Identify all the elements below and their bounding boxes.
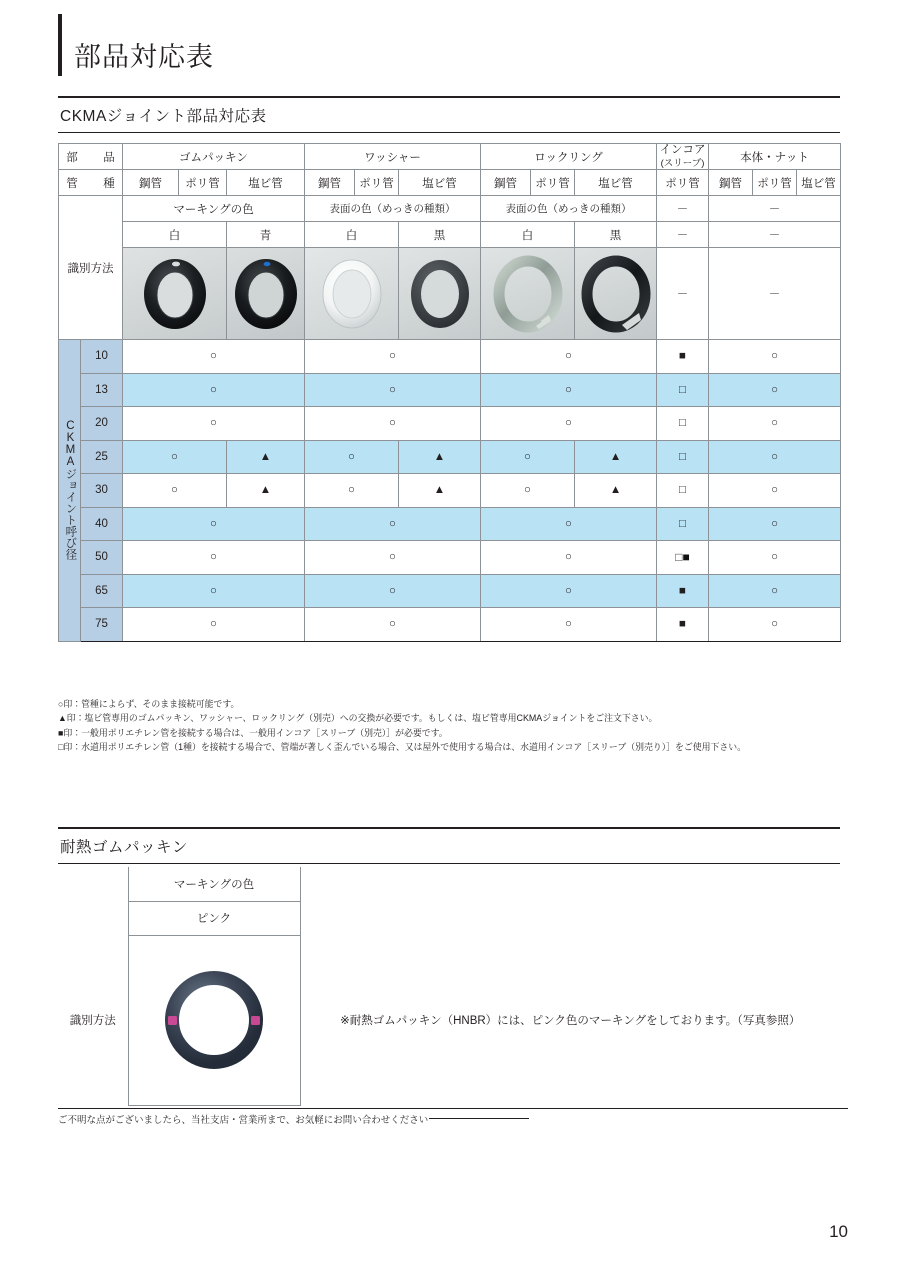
footer-contact-label: ご不明な点がございましたら、当社支店・営業所まで、お気軽にお問い合わせください (58, 1115, 429, 1126)
photo-washer-white (305, 248, 399, 340)
method-lockring: 表面の色（めっきの種類） (481, 196, 657, 222)
method-incore: － (657, 196, 709, 222)
header-part-lockring: ロックリング (481, 144, 657, 170)
cell-lockring: ○ (481, 541, 657, 575)
pipe-type-cell: 鋼管 (481, 170, 531, 196)
cell-incore-black-square: ■ (682, 550, 690, 565)
color-lockring-black: 黒 (575, 222, 657, 248)
cell-washer-pvc: ▲ (399, 474, 481, 508)
header-part-packing: ゴムパッキン (123, 144, 305, 170)
cell-lockring-pvc: ▲ (575, 474, 657, 508)
page-title: 部品対応表 (74, 42, 214, 72)
cell-packing: ○ (123, 340, 305, 374)
color-incore-dash: － (657, 222, 709, 248)
header-label-identify (59, 196, 123, 340)
color-body-dash: － (709, 222, 841, 248)
cell-packing-pvc: ▲ (227, 440, 305, 474)
cell-incore: □ (657, 507, 709, 541)
cell-lockring: ○ (481, 507, 657, 541)
header-label-part: 部 品 (59, 144, 123, 170)
footnote-black-square: ■印：一般用ポリエチレン管を接続する場合は、一般用インコア［スリーブ（別売）］が必要です。 (58, 727, 448, 738)
cell-packing: ○ (123, 507, 305, 541)
cell-body-nut: ○ (709, 373, 841, 407)
rubber-packing-blue-mark-image (230, 256, 302, 332)
washer-white-image (315, 255, 389, 333)
header-part-incore-main: インコア (659, 144, 706, 157)
heat-identify-label: 識別方法 (69, 1015, 116, 1027)
header-label-pipe-type: 管 種 (59, 170, 123, 196)
cell-lockring: ○ (481, 340, 657, 374)
heat-resistant-note: ※耐熱ゴムパッキン（HNBR）には、ピンク色のマーキングをしております。（写真参照） (340, 1015, 801, 1027)
heat-color-value: ピンク (128, 901, 300, 935)
section2-title: 耐熱ゴムパッキン (58, 829, 840, 864)
photo-packing-white (123, 248, 227, 340)
footer-contact-text (58, 1112, 529, 1126)
cell-washer: ○ (305, 608, 481, 642)
cell-lockring: ○ (481, 407, 657, 441)
table-row[interactable] (59, 440, 841, 474)
cell-lockring-pvc: ▲ (575, 440, 657, 474)
heat-color-row (58, 901, 840, 935)
cell-packing: ○ (123, 541, 305, 575)
section1-title: CKMAジョイント部品対応表 (58, 98, 840, 133)
header-row-color (59, 222, 841, 248)
size-cell: 20 (81, 407, 123, 441)
pipe-type-cell: ポリ管 (531, 170, 575, 196)
page-header (58, 14, 848, 84)
table-row[interactable] (59, 507, 841, 541)
size-cell: 10 (81, 340, 123, 374)
table-row[interactable] (59, 340, 841, 374)
method-washer: 表面の色（めっきの種類） (305, 196, 481, 222)
header-part-incore (657, 144, 709, 170)
header-part-washer: ワッシャー (305, 144, 481, 170)
cell-lockring: ○ (481, 373, 657, 407)
cell-packing: ○ (123, 373, 305, 407)
pipe-type-cell: 鋼管 (305, 170, 355, 196)
pipe-type-cell: ポリ管 (657, 170, 709, 196)
cell-washer: ○ (305, 474, 399, 508)
cell-washer: ○ (305, 507, 481, 541)
header-row-method (59, 196, 841, 222)
size-cell: 13 (81, 373, 123, 407)
method-packing: マーキングの色 (123, 196, 305, 222)
section1-heading-block (58, 96, 840, 133)
cell-body-nut: ○ (709, 474, 841, 508)
cell-washer: ○ (305, 541, 481, 575)
table-row[interactable] (59, 373, 841, 407)
cell-washer: ○ (305, 340, 481, 374)
header-row-pipe-type (59, 170, 841, 196)
cell-packing: ○ (123, 440, 227, 474)
cell-lockring: ○ (481, 608, 657, 642)
cell-incore-white-square: □ (675, 550, 683, 565)
footer-trailing-rule (429, 1118, 529, 1119)
cell-incore: □ (657, 373, 709, 407)
color-washer-black: 黒 (399, 222, 481, 248)
cell-incore (657, 541, 709, 575)
cell-packing: ○ (123, 407, 305, 441)
cell-body-nut: ○ (709, 608, 841, 642)
cell-body-nut: ○ (709, 407, 841, 441)
pipe-type-cell: 塩ビ管 (227, 170, 305, 196)
cell-incore: ■ (657, 340, 709, 374)
header-row-parts (59, 144, 841, 170)
cell-body-nut: ○ (709, 440, 841, 474)
pipe-type-cell: 塩ビ管 (399, 170, 481, 196)
photo-packing-blue (227, 248, 305, 340)
section2-heading-block (58, 827, 840, 864)
cell-lockring: ○ (481, 440, 575, 474)
table-row[interactable] (59, 474, 841, 508)
heat-resistant-packing-image (162, 968, 266, 1072)
cell-incore: □ (657, 440, 709, 474)
cell-washer-pvc: ▲ (399, 440, 481, 474)
lockring-white-image (491, 255, 565, 333)
washer-black-image (403, 255, 477, 333)
heat-identify-row (58, 935, 840, 1105)
cell-incore: □ (657, 474, 709, 508)
header-part-incore-sub: (スリーブ) (660, 157, 705, 169)
pipe-type-cell: ポリ管 (753, 170, 797, 196)
heat-marking-label: マーキングの色 (128, 867, 300, 901)
cell-body-nut: ○ (709, 507, 841, 541)
color-packing-blue: 青 (227, 222, 305, 248)
page-number: 10 (829, 1222, 848, 1241)
parts-compatibility-table-wrap (58, 143, 840, 642)
footer-divider (58, 1108, 848, 1109)
cell-packing: ○ (123, 574, 305, 608)
method-body-nut: － (709, 196, 841, 222)
size-cell: 75 (81, 608, 123, 642)
cell-washer: ○ (305, 373, 481, 407)
color-packing-white: 白 (123, 222, 227, 248)
lockring-black-image (579, 255, 653, 333)
cell-lockring: ○ (481, 474, 575, 508)
header-part-body-nut: 本体・ナット (709, 144, 841, 170)
identify-label-text: 識別方法 (67, 262, 114, 275)
size-cell: 40 (81, 507, 123, 541)
pipe-type-cell: ポリ管 (355, 170, 399, 196)
cell-incore: ■ (657, 574, 709, 608)
footnotes-list (58, 697, 858, 755)
cell-washer: ○ (305, 407, 481, 441)
cell-washer: ○ (305, 574, 481, 608)
color-washer-white: 白 (305, 222, 399, 248)
pipe-type-cell: ポリ管 (179, 170, 227, 196)
size-cell: 65 (81, 574, 123, 608)
heat-marking-row (58, 867, 840, 901)
table-row[interactable] (59, 541, 841, 575)
table-row[interactable] (59, 608, 841, 642)
pipe-type-cell: 鋼管 (709, 170, 753, 196)
cell-lockring: ○ (481, 574, 657, 608)
photo-incore-dash: － (657, 248, 709, 340)
parts-compatibility-table (58, 143, 841, 642)
table-row[interactable] (59, 574, 841, 608)
cell-body-nut: ○ (709, 541, 841, 575)
cell-incore: ■ (657, 608, 709, 642)
heat-resistant-packing-table (58, 867, 840, 1106)
cell-incore: □ (657, 407, 709, 441)
footnote-circle: ○印：管種によらず、そのまま接続可能です。 (58, 699, 240, 709)
title-accent-bar (58, 14, 62, 76)
heat-packing-photo-cell (128, 935, 300, 1105)
heat-resistant-packing-table-wrap (58, 867, 840, 1106)
cell-body-nut: ○ (709, 340, 841, 374)
pipe-type-cell: 塩ビ管 (575, 170, 657, 196)
size-cell: 50 (81, 541, 123, 575)
size-cell: 30 (81, 474, 123, 508)
pipe-type-cell: 鋼管 (123, 170, 179, 196)
color-lockring-white: 白 (481, 222, 575, 248)
cell-body-nut: ○ (709, 574, 841, 608)
vertical-size-label: CKMAジョイント呼び径 (59, 340, 81, 642)
photo-lockring-black (575, 248, 657, 340)
cell-packing-pvc: ▲ (227, 474, 305, 508)
cell-washer: ○ (305, 440, 399, 474)
cell-packing: ○ (123, 608, 305, 642)
rubber-packing-white-mark-image (139, 256, 211, 332)
footnote-white-square: □印：水道用ポリエチレン管（1種）を接続する場合で、管端が著しく歪んでいる場合、又は屋外で使用する場合は、水道用インコア［スリーブ（別売り）］をご使用下さい。 (58, 742, 747, 753)
photo-body-dash: － (709, 248, 841, 340)
header-row-photos (59, 248, 841, 340)
photo-lockring-white (481, 248, 575, 340)
size-cell: 25 (81, 440, 123, 474)
pipe-type-cell: 塩ビ管 (797, 170, 841, 196)
cell-packing: ○ (123, 474, 227, 508)
photo-washer-black (399, 248, 481, 340)
footnote-triangle: ▲印：塩ビ管専用のゴムパッキン、ワッシャー、ロックリング（別売）への交換が必要です。もしくは、塩ビ管専用CKMAジョイントをご注文下さい。 (58, 713, 658, 724)
table-row[interactable] (59, 407, 841, 441)
